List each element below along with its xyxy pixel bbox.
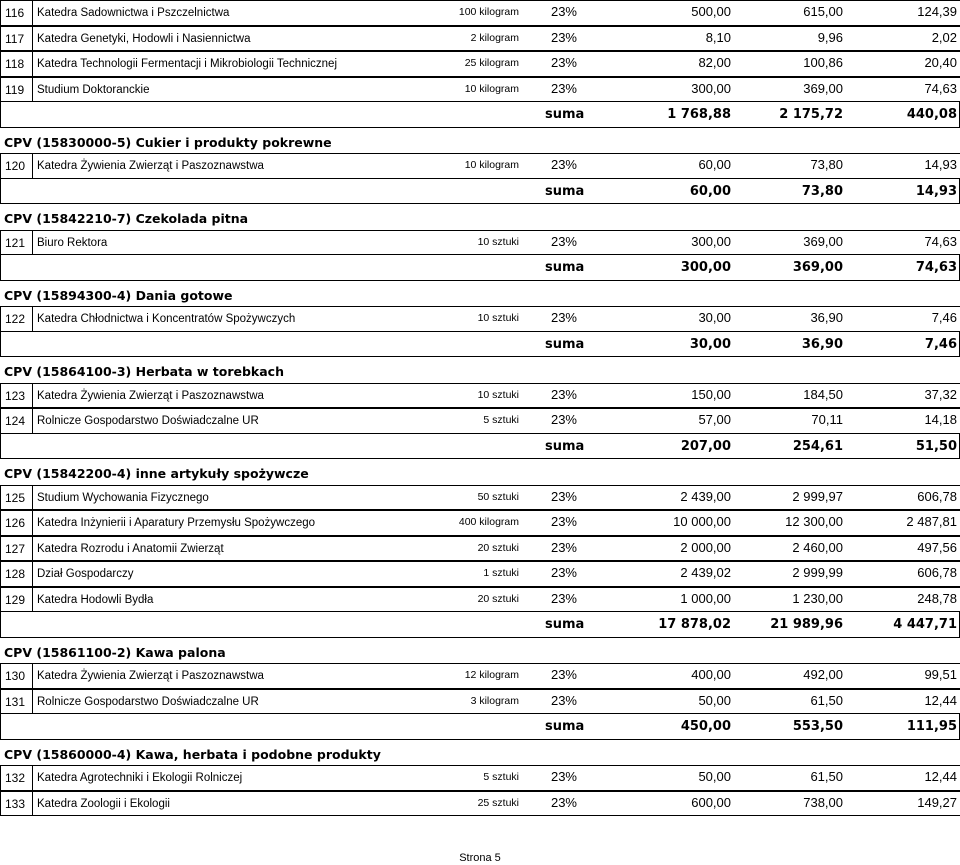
net-value: 50,00 [698, 692, 731, 708]
gross-value: 12 300,00 [785, 514, 843, 529]
sum-net: 30,00 [689, 336, 731, 352]
cpv-heading: CPV (15864100-3) Herbata w torebkach [4, 364, 284, 379]
gross-value: 2 999,99 [792, 565, 843, 580]
gross-value: 2 999,97 [792, 488, 843, 504]
vat-amount: 606,78 [917, 565, 957, 580]
net-value: 57,00 [698, 412, 731, 427]
sum-label: suma [545, 260, 585, 275]
sum-vat: 440,08 [906, 107, 957, 122]
table-row [0, 587, 960, 613]
table-row [0, 0, 960, 26]
net-value: 600,00 [691, 794, 731, 810]
sum-net: 17 878,02 [658, 617, 731, 632]
vat-amount: 124,39 [917, 4, 957, 19]
table-row [0, 663, 960, 689]
sum-gross: 73,80 [801, 183, 843, 199]
sum-net: 60,00 [689, 183, 731, 199]
vat-rate: 23% [550, 692, 577, 708]
quantity: 5 sztuki [483, 771, 519, 783]
table-row [0, 306, 960, 332]
vat-rate: 23% [550, 55, 577, 70]
unit-name: Rolnicze Gospodarstwo Doświadczalne UR [33, 689, 960, 715]
gross-value: 1 230,00 [792, 590, 843, 606]
net-value: 400,00 [691, 667, 731, 682]
gross-value: 61,50 [810, 692, 843, 708]
sum-row [0, 612, 960, 638]
vat-amount: 74,63 [924, 80, 957, 96]
vat-amount: 606,78 [917, 488, 957, 504]
unit-name: Katedra Chłodnictwa i Koncentratów Spożywczych [33, 306, 960, 332]
row-number: 118 [1, 51, 33, 77]
quantity: 12 kilogram [464, 669, 519, 681]
gross-value: 369,00 [803, 233, 843, 249]
vat-amount: 14,93 [924, 157, 957, 172]
row-number: 123 [1, 383, 33, 409]
vat-rate: 23% [550, 488, 577, 504]
unit-name: Dział Gospodarczy [33, 561, 960, 587]
gross-value: 36,90 [810, 310, 843, 325]
row-number: 125 [1, 485, 33, 511]
row-number: 127 [1, 536, 33, 562]
vat-amount: 12,44 [924, 692, 957, 708]
net-value: 1 000,00 [680, 590, 731, 606]
unit-name: Katedra Żywienia Zwierząt i Paszoznawstwa [33, 663, 960, 689]
cpv-heading: CPV (15860000-4) Kawa, herbata i podobne produkty [4, 746, 381, 762]
vat-rate: 23% [550, 565, 577, 580]
net-value: 2 439,00 [680, 488, 731, 504]
sum-vat: 14,93 [915, 183, 957, 199]
vat-amount: 7,46 [931, 310, 957, 325]
unit-name: Studium Wychowania Fizycznego [33, 485, 960, 511]
gross-value: 2 460,00 [792, 539, 843, 555]
vat-rate: 23% [550, 794, 577, 810]
sum-vat: 7,46 [924, 336, 957, 352]
unit-name: Katedra Żywienia Zwierząt i Paszoznawstwa [33, 383, 960, 409]
sum-gross: 2 175,72 [779, 107, 843, 122]
vat-amount: 248,78 [917, 590, 957, 606]
gross-value: 73,80 [810, 157, 843, 172]
net-value: 300,00 [691, 233, 731, 249]
sum-row [0, 434, 960, 460]
sum-gross: 553,50 [792, 719, 843, 734]
gross-value: 100,86 [803, 55, 843, 70]
net-value: 2 439,02 [680, 565, 731, 580]
vat-amount: 14,18 [924, 412, 957, 427]
table-row [0, 689, 960, 715]
sum-gross: 21 989,96 [770, 617, 843, 632]
row-number: 124 [1, 408, 33, 434]
vat-amount: 12,44 [924, 769, 957, 784]
vat-rate: 23% [550, 233, 577, 249]
quantity: 400 kilogram [458, 516, 519, 528]
unit-name: Katedra Sadownictwa i Pszczelnictwa [33, 0, 960, 26]
sum-net: 207,00 [680, 438, 731, 454]
table-row [0, 408, 960, 434]
table-row [0, 230, 960, 256]
unit-name: Katedra Rozrodu i Anatomii Zwierząt [33, 536, 960, 562]
row-number: 117 [1, 26, 33, 52]
row-number: 129 [1, 587, 33, 613]
vat-rate: 23% [550, 4, 577, 19]
net-value: 2 000,00 [680, 539, 731, 555]
vat-amount: 99,51 [924, 667, 957, 682]
sum-vat: 51,50 [915, 438, 957, 454]
quantity: 100 kilogram [458, 6, 519, 18]
unit-name: Rolnicze Gospodarstwo Doświadczalne UR [33, 408, 960, 434]
net-value: 150,00 [691, 386, 731, 402]
quantity: 10 sztuki [477, 388, 519, 401]
sum-net: 300,00 [680, 260, 731, 275]
row-number: 132 [1, 765, 33, 791]
unit-name: Katedra Hodowli Bydła [33, 587, 960, 613]
quantity: 25 kilogram [464, 57, 519, 69]
table-row [0, 485, 960, 511]
net-value: 300,00 [691, 80, 731, 96]
row-number: 120 [1, 153, 33, 179]
vat-rate: 23% [550, 386, 577, 402]
table-row [0, 383, 960, 409]
vat-amount: 2,02 [931, 29, 957, 45]
vat-rate: 23% [550, 590, 577, 606]
gross-value: 61,50 [810, 769, 843, 784]
row-number: 126 [1, 510, 33, 536]
sum-label: suma [545, 438, 585, 454]
quantity: 3 kilogram [470, 694, 519, 707]
vat-rate: 23% [550, 29, 577, 45]
vat-rate: 23% [550, 667, 577, 682]
row-number: 131 [1, 689, 33, 715]
vat-rate: 23% [550, 769, 577, 784]
vat-rate: 23% [550, 412, 577, 427]
unit-name: Katedra Technologii Fermentacji i Mikrobiologii Technicznej [33, 51, 960, 77]
table-row [0, 510, 960, 536]
row-number: 133 [1, 791, 33, 817]
quantity: 10 sztuki [477, 312, 519, 324]
cpv-heading: CPV (15894300-4) Dania gotowe [4, 287, 233, 303]
sum-gross: 369,00 [792, 260, 843, 275]
table-row [0, 153, 960, 179]
cpv-heading: CPV (15842200-4) inne artykuły spożywcze [4, 466, 309, 481]
sum-label: suma [545, 719, 585, 734]
vat-rate: 23% [550, 514, 577, 529]
quantity: 20 sztuki [477, 541, 519, 554]
row-number: 119 [1, 77, 33, 103]
net-value: 50,00 [698, 769, 731, 784]
row-number: 122 [1, 306, 33, 332]
quantity: 50 sztuki [477, 490, 519, 503]
vat-rate: 23% [550, 310, 577, 325]
row-number: 121 [1, 230, 33, 256]
unit-name: Studium Doktoranckie [33, 77, 960, 103]
cpv-heading: CPV (15861100-2) Kawa palona [4, 644, 226, 660]
sum-row [0, 332, 960, 358]
unit-name: Katedra Żywienia Zwierząt i Paszoznawstwa [33, 153, 960, 179]
row-number: 130 [1, 663, 33, 689]
gross-value: 492,00 [803, 667, 843, 682]
sum-gross: 254,61 [792, 438, 843, 454]
net-value: 500,00 [691, 4, 731, 19]
net-value: 60,00 [698, 157, 731, 172]
sum-row [0, 179, 960, 205]
vat-rate: 23% [550, 80, 577, 96]
net-value: 8,10 [705, 29, 731, 45]
sum-gross: 36,90 [801, 336, 843, 352]
unit-name: Katedra Zoologii i Ekologii [33, 791, 960, 817]
table-row [0, 77, 960, 103]
vat-amount: 2 487,81 [906, 514, 957, 529]
table-row [0, 51, 960, 77]
sum-row [0, 102, 960, 128]
quantity: 5 sztuki [483, 414, 519, 426]
net-value: 30,00 [698, 310, 731, 325]
sum-vat: 4 447,71 [893, 617, 957, 632]
sum-net: 1 768,88 [667, 107, 731, 122]
gross-value: 615,00 [803, 4, 843, 19]
net-value: 10 000,00 [673, 514, 731, 529]
sum-vat: 111,95 [906, 719, 957, 734]
unit-name: Katedra Agrotechniki i Ekologii Rolniczej [33, 765, 960, 791]
sum-label: suma [545, 617, 585, 632]
cpv-heading: CPV (15830000-5) Cukier i produkty pokrewne [4, 134, 332, 150]
quantity: 1 sztuki [483, 567, 519, 579]
sum-label: suma [545, 336, 585, 352]
table-row [0, 791, 960, 817]
vat-rate: 23% [550, 157, 577, 172]
quantity: 10 kilogram [464, 82, 519, 95]
table-row [0, 765, 960, 791]
unit-name: Katedra Genetyki, Hodowli i Nasiennictwa [33, 26, 960, 52]
sum-label: suma [545, 183, 585, 199]
vat-amount: 149,27 [917, 794, 957, 810]
sum-vat: 74,63 [915, 260, 957, 275]
quantity: 2 kilogram [470, 31, 519, 44]
unit-name: Katedra Inżynierii i Aparatury Przemysłu Spożywczego [33, 510, 960, 536]
vat-amount: 20,40 [924, 55, 957, 70]
sum-label: suma [545, 107, 585, 122]
quantity: 10 kilogram [464, 159, 519, 171]
vat-amount: 497,56 [917, 539, 957, 555]
page-number: Strona 5 [459, 852, 501, 864]
gross-value: 738,00 [803, 794, 843, 810]
table-row [0, 26, 960, 52]
sum-net: 450,00 [680, 719, 731, 734]
cpv-heading: CPV (15842210-7) Czekolada pitna [4, 211, 249, 226]
row-number: 116 [1, 0, 33, 26]
quantity: 25 sztuki [477, 796, 519, 809]
page-footer [0, 852, 960, 864]
quantity: 10 sztuki [477, 235, 519, 248]
table-row [0, 561, 960, 587]
vat-amount: 74,63 [924, 233, 957, 249]
quantity: 20 sztuki [477, 592, 519, 605]
vat-rate: 23% [550, 539, 577, 555]
sum-row [0, 714, 960, 740]
row-number: 128 [1, 561, 33, 587]
gross-value: 70,11 [811, 412, 843, 427]
vat-amount: 37,32 [924, 386, 957, 402]
sum-row [0, 255, 960, 281]
gross-value: 9,96 [817, 29, 843, 45]
gross-value: 369,00 [803, 80, 843, 96]
table-row [0, 536, 960, 562]
unit-name: Biuro Rektora [33, 230, 960, 256]
net-value: 82,00 [698, 55, 731, 70]
gross-value: 184,50 [803, 386, 843, 402]
